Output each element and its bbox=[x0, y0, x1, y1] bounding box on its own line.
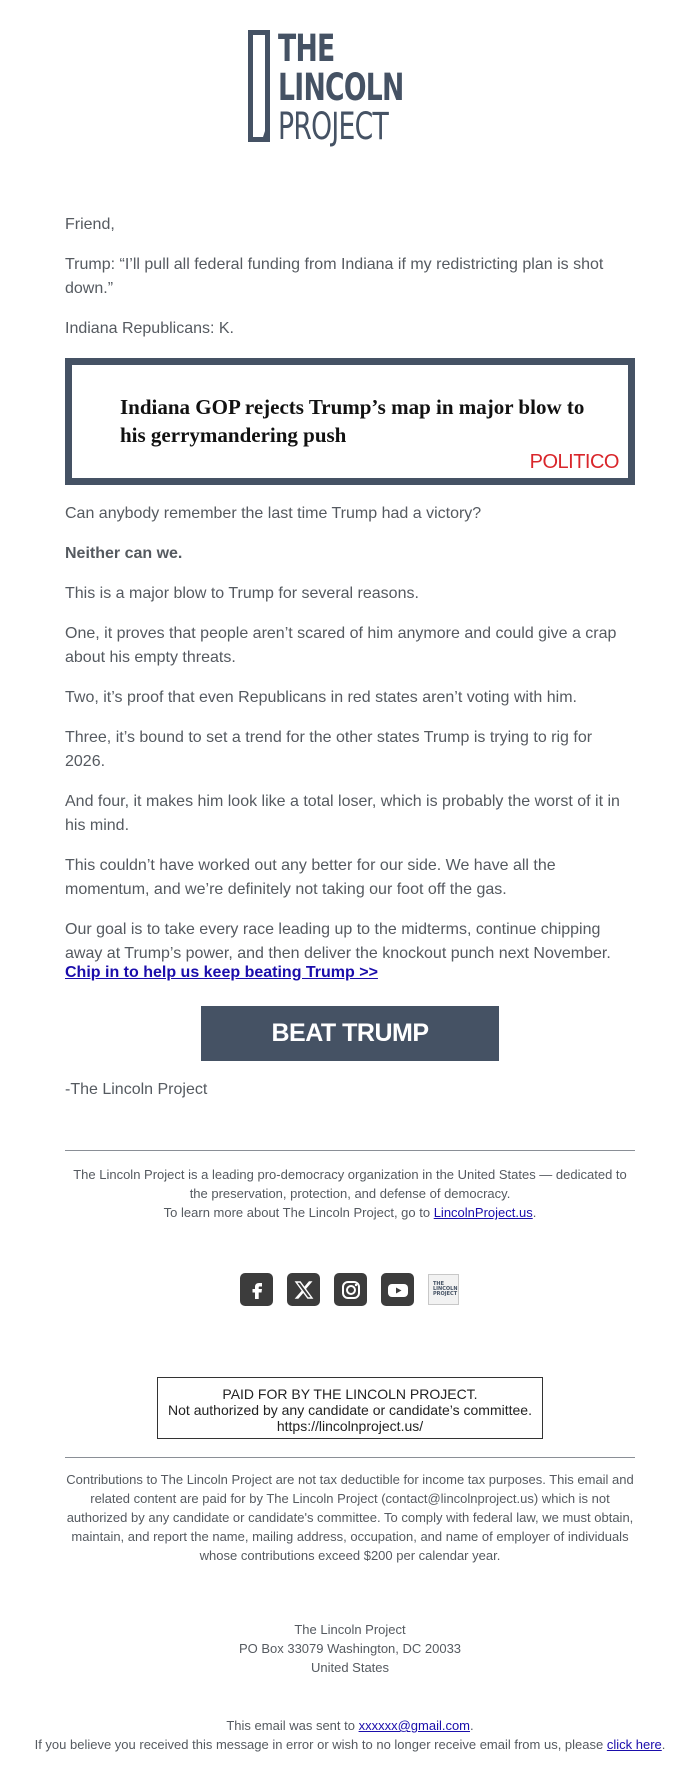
unsub-prefix: If you believe you received this message in error or wish to no longer receive email from us, please bbox=[34, 1737, 607, 1752]
unsub-suffix: . bbox=[661, 1737, 666, 1752]
learn-more-suffix: . bbox=[532, 1205, 537, 1220]
lincoln-portrait-icon bbox=[248, 30, 270, 142]
lp-icon-line-1: THE bbox=[433, 1281, 445, 1287]
paid-for-line-1: PAID FOR BY THE LINCOLN PROJECT. bbox=[222, 1386, 478, 1402]
paragraph-1: Can anybody remember the last time Trump had a victory? bbox=[65, 505, 482, 522]
learn-more-line bbox=[65, 1203, 635, 1222]
x-icon[interactable] bbox=[287, 1273, 320, 1306]
indiana-reply: Indiana Republicans: K. bbox=[65, 320, 234, 337]
signature: -The Lincoln Project bbox=[65, 1081, 208, 1098]
logo-line-2: LINCOLN bbox=[277, 66, 404, 109]
paragraph-6: Three, it’s bound to set a trend for the other states Trump is trying to rig for 2026. bbox=[65, 729, 593, 770]
disclaimer-divider bbox=[65, 1457, 635, 1458]
paragraph-2: Neither can we. bbox=[65, 545, 183, 562]
paragraph-3: This is a major blow to Trump for several reasons. bbox=[65, 585, 419, 602]
greeting: Friend, bbox=[65, 216, 115, 233]
donate-link[interactable]: Chip in to help us keep beating Trump >> bbox=[65, 964, 378, 981]
footer-divider bbox=[65, 1150, 635, 1151]
paid-for-line-3: https://lincolnproject.us/ bbox=[276, 1418, 424, 1434]
facebook-icon[interactable] bbox=[240, 1273, 273, 1306]
sent-to-line bbox=[0, 1716, 700, 1735]
beat-trump-button[interactable]: BEAT TRUMP bbox=[201, 1006, 499, 1061]
headline-image[interactable] bbox=[65, 358, 635, 485]
address-line: PO Box 33079 Washington, DC 20033 bbox=[238, 1641, 462, 1656]
paid-for-line-2: Not authorized by any candidate or candidate’s committee. bbox=[168, 1402, 532, 1418]
lincoln-project-logo[interactable] bbox=[248, 27, 452, 148]
unsubscribe-line bbox=[0, 1735, 700, 1754]
lp-icon-line-2: LINCOLN bbox=[433, 1286, 458, 1292]
lincolnproject-link[interactable]: LincolnProject.us bbox=[433, 1205, 533, 1220]
trump-quote: Trump: “I’ll pull all federal funding from Indiana if my redistricting plan is shot down.” bbox=[65, 256, 604, 297]
social-links bbox=[240, 1273, 459, 1306]
about-line: The Lincoln Project is a leading pro-democracy organization in the United States — dedicated to the preservation, protection, and defense of democracy. bbox=[73, 1167, 627, 1201]
logo-wordmark bbox=[277, 27, 452, 148]
paid-for-box bbox=[157, 1377, 543, 1439]
learn-more-prefix: To learn more about The Lincoln Project, go to bbox=[163, 1205, 434, 1220]
lp-icon-line-3: PROJECT bbox=[433, 1291, 458, 1297]
email-notice bbox=[0, 1716, 700, 1754]
paragraph-9: Our goal is to take every race leading up to the midterms, continue chipping away at Trump’s power, and then deliver the knockout punch next November. bbox=[65, 921, 611, 962]
headline-text: Indiana GOP rejects Trump’s map in major blow to his gerrymandering push bbox=[120, 395, 585, 447]
politico-logo: POLITICO bbox=[529, 451, 619, 473]
unsubscribe-link[interactable]: click here bbox=[606, 1737, 662, 1752]
address-name: The Lincoln Project bbox=[294, 1622, 406, 1637]
youtube-icon[interactable] bbox=[381, 1273, 414, 1306]
logo-line-1: THE bbox=[277, 27, 335, 70]
paragraph-7: And four, it makes him look like a total loser, which is probably the worst of it in his mind. bbox=[65, 793, 620, 834]
headline-image-inner bbox=[72, 365, 628, 478]
mailing-address bbox=[65, 1620, 635, 1677]
recipient-email-link[interactable]: xxxxxx@gmail.com bbox=[358, 1718, 471, 1733]
lincoln-project-icon[interactable] bbox=[428, 1274, 459, 1305]
about-text bbox=[65, 1165, 635, 1222]
sent-prefix: This email was sent to bbox=[226, 1718, 359, 1733]
sent-suffix: . bbox=[470, 1718, 474, 1733]
address-country: United States bbox=[310, 1660, 390, 1675]
paragraph-4: One, it proves that people aren’t scared of him anymore and could give a crap about his empty threats. bbox=[65, 625, 617, 666]
disclaimer-text: Contributions to The Lincoln Project are not tax deductible for income tax purposes. This email and related content are paid for by The Lincoln Project (contact@lincolnproject.us) which is not authorized by any candidate or candidate's committee. To comply with federal law, we must obtain, maintain, and report the name, mailing address, occupation, and name of employer of individuals whose contributions exceed $200 per calendar year. bbox=[66, 1472, 634, 1563]
paragraph-5: Two, it’s proof that even Republicans in red states aren’t voting with him. bbox=[65, 689, 577, 706]
logo-line-3: PROJECT bbox=[277, 105, 388, 148]
instagram-icon[interactable] bbox=[334, 1273, 367, 1306]
paragraph-8: This couldn’t have worked out any better for our side. We have all the momentum, and we’re definitely not taking our foot off the gas. bbox=[65, 857, 556, 898]
